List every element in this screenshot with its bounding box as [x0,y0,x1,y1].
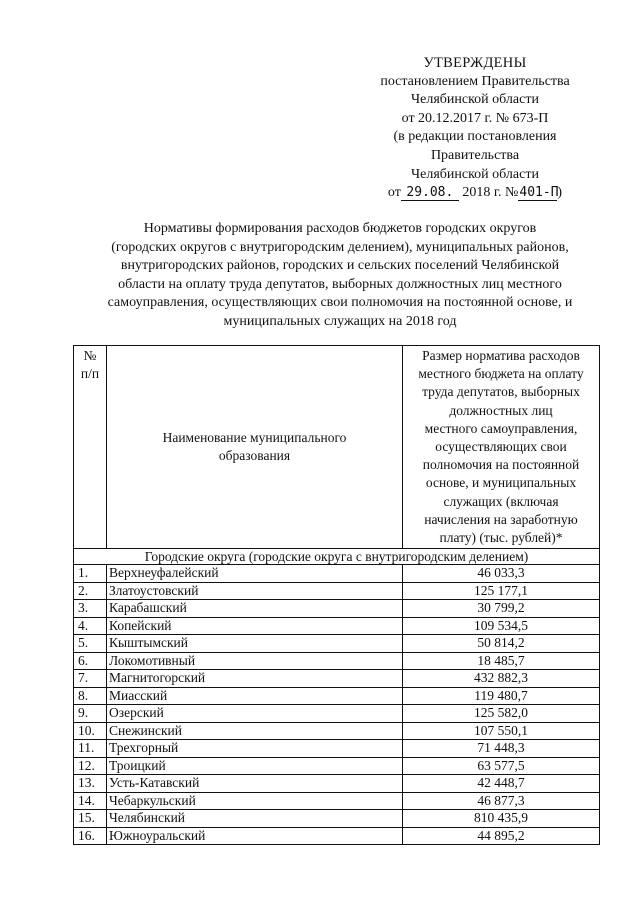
table-row [74,775,600,793]
row-number: 5. [74,635,107,653]
row-municipality: Южноуральский [107,827,403,845]
row-norm-value: 125 582,0 [403,705,600,723]
approval-line-2: Челябинской области [411,92,539,108]
row-municipality: Верхнеуфалейский [107,565,403,583]
approval-stamp [330,54,620,203]
row-norm-value: 44 895,2 [403,827,600,845]
table-row [74,757,600,775]
row-municipality: Карабашский [107,600,403,618]
table-row [74,652,600,670]
table-row [74,687,600,705]
header-norm-line: местного самоуправления, [424,420,578,436]
row-number: 16. [74,827,107,845]
table-row [74,740,600,758]
header-norm-line: основе, и муниципальных [425,475,577,491]
header-norm-line: плату) (тыс. рублей)* [439,530,563,546]
row-norm-value: 46 877,3 [403,792,600,810]
header-norm-line: служащих (включая [443,493,559,509]
row-norm-value: 50 814,2 [403,635,600,653]
row-norm-value: 109 534,5 [403,617,600,635]
row-number: 7. [74,670,107,688]
row-number: 3. [74,600,107,618]
row-municipality: Магнитогорский [107,670,403,688]
table-row [74,670,600,688]
row-norm-value: 30 799,2 [403,600,600,618]
row-number: 12. [74,757,107,775]
row-norm-value: 63 577,5 [403,757,600,775]
table-row [74,565,600,583]
row-norm-value: 125 177,1 [403,582,600,600]
approval-line-4: (в редакции постановления [393,129,557,145]
table-row [74,582,600,600]
revision-prefix: от [387,185,401,201]
approval-line-1: постановлением Правительства [380,73,570,89]
header-norm-value [403,346,600,549]
row-norm-value: 107 550,1 [403,722,600,740]
header-municipality: Наименование муниципального образования [107,346,403,549]
row-norm-value: 432 882,3 [403,670,600,688]
row-norm-value: 18 485,7 [403,652,600,670]
row-municipality: Локомотивный [107,652,403,670]
row-norm-value: 119 480,7 [403,687,600,705]
row-norm-value: 810 435,9 [403,810,600,828]
norms-table [73,345,600,845]
revision-number: 401-П [519,185,559,201]
revision-date: 29.08. [401,186,459,201]
row-municipality: Миасский [107,687,403,705]
row-municipality: Трехгорный [107,740,403,758]
title-line-5: самоуправления, осуществляющих свои полномочия на постоянной основе, и [107,295,573,311]
row-municipality: Кыштымский [107,635,403,653]
row-number: 4. [74,617,107,635]
row-number: 15. [74,810,107,828]
header-norm-line: Размер норматива расходов [422,348,580,363]
row-municipality: Троицкий [107,757,403,775]
table-row [74,617,600,635]
table-header-row [74,346,600,549]
title-line-3: внутригородских районов, городских и сельских поселений Челябинской [120,258,560,274]
revision-year: 2018 г. № [462,185,519,201]
row-norm-value: 42 448,7 [403,775,600,793]
approval-line-6: Челябинской области [411,166,539,182]
title-line-2: (городских округов с внутригородским делением), муниципальных районов, [111,239,569,255]
title-line-1: Нормативы формирования расходов бюджетов городских округов [143,221,537,236]
title-line-6: муниципальных служащих на 2018 год [223,313,457,329]
table-row [74,600,600,618]
row-number: 11. [74,740,107,758]
row-municipality: Чебаркульский [107,792,403,810]
row-norm-value: 71 448,3 [403,740,600,758]
header-norm-line: местного бюджета на оплату [418,366,584,382]
revision-line [330,184,620,203]
row-number: 9. [74,705,107,723]
row-number: 1. [74,565,107,583]
table-row [74,810,600,828]
table-row [74,635,600,653]
row-number: 14. [74,792,107,810]
group-row [74,549,600,565]
row-number: 2. [74,582,107,600]
row-municipality: Усть-Катавский [107,775,403,793]
row-municipality: Челябинский [107,810,403,828]
row-number: 13. [74,775,107,793]
revision-suffix: ) [557,185,563,201]
document-title [60,220,620,332]
table-row [74,705,600,723]
row-municipality: Златоустовский [107,582,403,600]
table-row [74,827,600,845]
header-norm-line: должностных лиц [449,402,553,418]
row-municipality: Озерский [107,705,403,723]
row-municipality: Снежинский [107,722,403,740]
row-number: 6. [74,652,107,670]
title-line-4: области на оплату труда депутатов, выборных должностных лиц местного [118,276,562,292]
approval-line-3: от 20.12.2017 г. № 673-П [401,110,549,126]
header-number: № п/п [74,346,107,549]
header-norm-line: труда депутатов, выборных [422,384,580,400]
approval-line-5: Правительства [430,147,520,163]
table-row [74,722,600,740]
header-norm-line: осуществляющих свои [435,439,567,455]
header-norm-line: начисления на заработную [424,511,578,527]
approval-heading: УТВЕРЖДЕНЫ [423,55,527,71]
group-label: Городские округа (городские округа с внутригородским делением) [74,549,600,565]
row-municipality: Копейский [107,617,403,635]
row-norm-value: 46 033,3 [403,565,600,583]
row-number: 8. [74,687,107,705]
row-number: 10. [74,722,107,740]
header-norm-line: полномочия на постоянной [422,457,580,473]
table-row [74,792,600,810]
